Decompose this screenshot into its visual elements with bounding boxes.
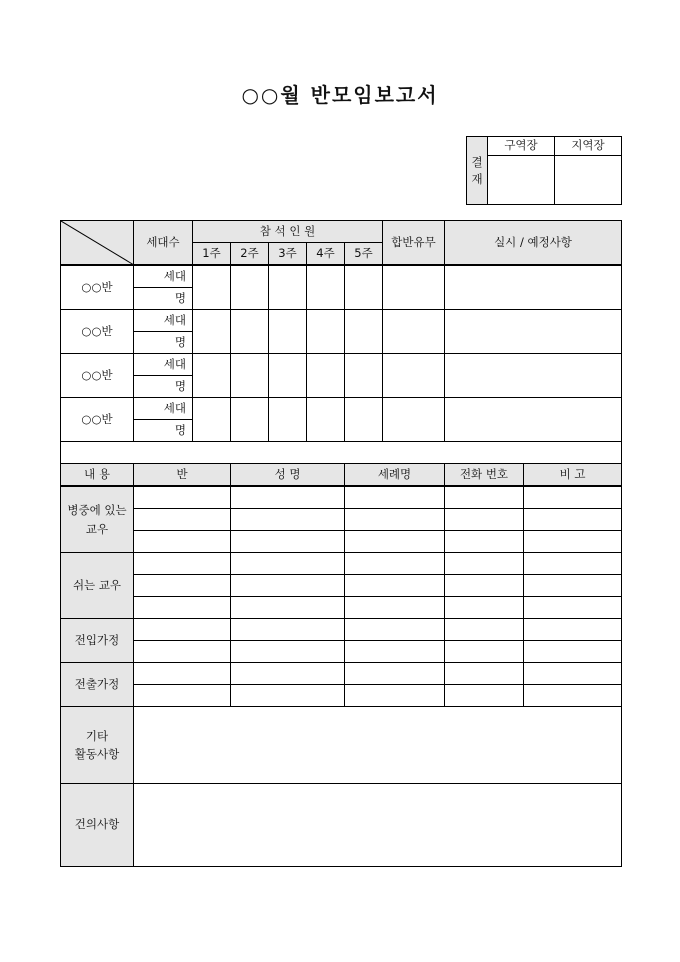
- joint-class-cell[interactable]: [383, 310, 445, 354]
- week-cell[interactable]: [231, 310, 269, 354]
- approval-header-district: 구역장: [488, 137, 555, 156]
- week-cell[interactable]: [231, 398, 269, 442]
- households-unit: 세대: [134, 265, 193, 288]
- joint-class-cell[interactable]: [383, 354, 445, 398]
- week-cell[interactable]: [269, 310, 307, 354]
- week-5-header: 5주: [345, 243, 383, 266]
- remarks-cell[interactable]: [524, 575, 622, 597]
- class-cell[interactable]: [134, 685, 231, 707]
- plan-cell[interactable]: [445, 310, 622, 354]
- week-cell[interactable]: [269, 265, 307, 310]
- approval-header-region: 지역장: [555, 137, 622, 156]
- remarks-cell[interactable]: [524, 509, 622, 531]
- week-cell[interactable]: [345, 310, 383, 354]
- name-header: 성 명: [231, 464, 345, 487]
- region-signature-cell[interactable]: [555, 156, 622, 205]
- name-cell[interactable]: [231, 575, 345, 597]
- name-cell[interactable]: [231, 597, 345, 619]
- week-cell[interactable]: [307, 265, 345, 310]
- class-cell[interactable]: [134, 619, 231, 641]
- class-header: 반: [134, 464, 231, 487]
- group-name: ○○반: [61, 354, 134, 398]
- group-name: ○○반: [61, 310, 134, 354]
- plan-cell[interactable]: [445, 265, 622, 310]
- phone-cell[interactable]: [445, 486, 524, 509]
- baptismal-cell[interactable]: [345, 641, 445, 663]
- week-3-header: 3주: [269, 243, 307, 266]
- class-cell[interactable]: [134, 531, 231, 553]
- name-cell[interactable]: [231, 531, 345, 553]
- phone-cell[interactable]: [445, 619, 524, 641]
- people-unit: 명: [134, 288, 193, 310]
- baptismal-cell[interactable]: [345, 663, 445, 685]
- attendance-header: 참 석 인 원: [193, 221, 383, 243]
- name-cell[interactable]: [231, 641, 345, 663]
- baptismal-cell[interactable]: [345, 619, 445, 641]
- report-table: [60, 220, 622, 867]
- content-header: 내 용: [61, 464, 134, 487]
- class-cell[interactable]: [134, 641, 231, 663]
- class-cell[interactable]: [134, 486, 231, 509]
- week-cell[interactable]: [231, 265, 269, 310]
- baptismal-name-header: 세례명: [345, 464, 445, 487]
- remarks-cell[interactable]: [524, 531, 622, 553]
- baptismal-cell[interactable]: [345, 486, 445, 509]
- class-cell[interactable]: [134, 575, 231, 597]
- week-2-header: 2주: [231, 243, 269, 266]
- week-4-header: 4주: [307, 243, 345, 266]
- week-cell[interactable]: [307, 354, 345, 398]
- suggestions-field[interactable]: [134, 784, 622, 867]
- remarks-cell[interactable]: [524, 619, 622, 641]
- name-cell[interactable]: [231, 663, 345, 685]
- phone-cell[interactable]: [445, 641, 524, 663]
- remarks-cell[interactable]: [524, 486, 622, 509]
- remarks-cell[interactable]: [524, 597, 622, 619]
- households-unit: 세대: [134, 354, 193, 376]
- name-cell[interactable]: [231, 486, 345, 509]
- week-cell[interactable]: [307, 398, 345, 442]
- plan-cell[interactable]: [445, 354, 622, 398]
- class-cell[interactable]: [134, 597, 231, 619]
- phone-header: 전화 번호: [445, 464, 524, 487]
- week-cell[interactable]: [345, 398, 383, 442]
- joint-class-header: 합반유무: [383, 221, 445, 266]
- plan-cell[interactable]: [445, 398, 622, 442]
- section-label-resting: 쉬는 교우: [61, 553, 134, 619]
- diagonal-line: [61, 221, 134, 265]
- week-cell[interactable]: [269, 398, 307, 442]
- baptismal-cell[interactable]: [345, 685, 445, 707]
- group-name: ○○반: [61, 398, 134, 442]
- phone-cell[interactable]: [445, 575, 524, 597]
- phone-cell[interactable]: [445, 685, 524, 707]
- approval-box: [466, 136, 622, 205]
- class-cell[interactable]: [134, 509, 231, 531]
- baptismal-cell[interactable]: [345, 531, 445, 553]
- households-header: 세대수: [134, 221, 193, 266]
- remarks-header: 비 고: [524, 464, 622, 487]
- plan-header: 실시 / 예정사항: [445, 221, 622, 266]
- district-signature-cell[interactable]: [488, 156, 555, 205]
- week-cell[interactable]: [193, 265, 231, 310]
- section-label-sick: 병중에 있는 교우: [61, 486, 134, 553]
- week-cell[interactable]: [269, 354, 307, 398]
- name-cell[interactable]: [231, 553, 345, 575]
- remarks-cell[interactable]: [524, 641, 622, 663]
- week-cell[interactable]: [345, 265, 383, 310]
- section-label-moved-in: 전입가정: [61, 619, 134, 663]
- week-cell[interactable]: [193, 310, 231, 354]
- section-label-moved-out: 전출가정: [61, 663, 134, 707]
- week-cell[interactable]: [193, 354, 231, 398]
- remarks-cell[interactable]: [524, 663, 622, 685]
- week-1-header: 1주: [193, 243, 231, 266]
- week-cell[interactable]: [307, 310, 345, 354]
- class-cell[interactable]: [134, 553, 231, 575]
- households-unit: 세대: [134, 398, 193, 420]
- phone-cell[interactable]: [445, 663, 524, 685]
- week-cell[interactable]: [193, 398, 231, 442]
- phone-cell[interactable]: [445, 509, 524, 531]
- section-label-other-activities: 기타 활동사항: [61, 707, 134, 784]
- document-title: ○○월 반모임보고서: [241, 83, 439, 107]
- diagonal-header-cell: [61, 221, 134, 266]
- baptismal-cell[interactable]: [345, 597, 445, 619]
- households-unit: 세대: [134, 310, 193, 332]
- joint-class-cell[interactable]: [383, 398, 445, 442]
- name-cell[interactable]: [231, 685, 345, 707]
- group-name: ○○반: [61, 265, 134, 310]
- people-unit: 명: [134, 332, 193, 354]
- baptismal-cell[interactable]: [345, 575, 445, 597]
- people-unit: 명: [134, 376, 193, 398]
- week-cell[interactable]: [231, 354, 269, 398]
- section-label-suggestions: 건의사항: [61, 784, 134, 867]
- baptismal-cell[interactable]: [345, 509, 445, 531]
- remarks-cell[interactable]: [524, 553, 622, 575]
- baptismal-cell[interactable]: [345, 553, 445, 575]
- week-cell[interactable]: [345, 354, 383, 398]
- other-activities-field[interactable]: [134, 707, 622, 784]
- name-cell[interactable]: [231, 619, 345, 641]
- phone-cell[interactable]: [445, 553, 524, 575]
- phone-cell[interactable]: [445, 597, 524, 619]
- joint-class-cell[interactable]: [383, 265, 445, 310]
- section-divider: [61, 442, 622, 464]
- remarks-cell[interactable]: [524, 685, 622, 707]
- approval-label: 결 재: [467, 137, 488, 205]
- name-cell[interactable]: [231, 509, 345, 531]
- phone-cell[interactable]: [445, 531, 524, 553]
- class-cell[interactable]: [134, 663, 231, 685]
- people-unit: 명: [134, 420, 193, 442]
